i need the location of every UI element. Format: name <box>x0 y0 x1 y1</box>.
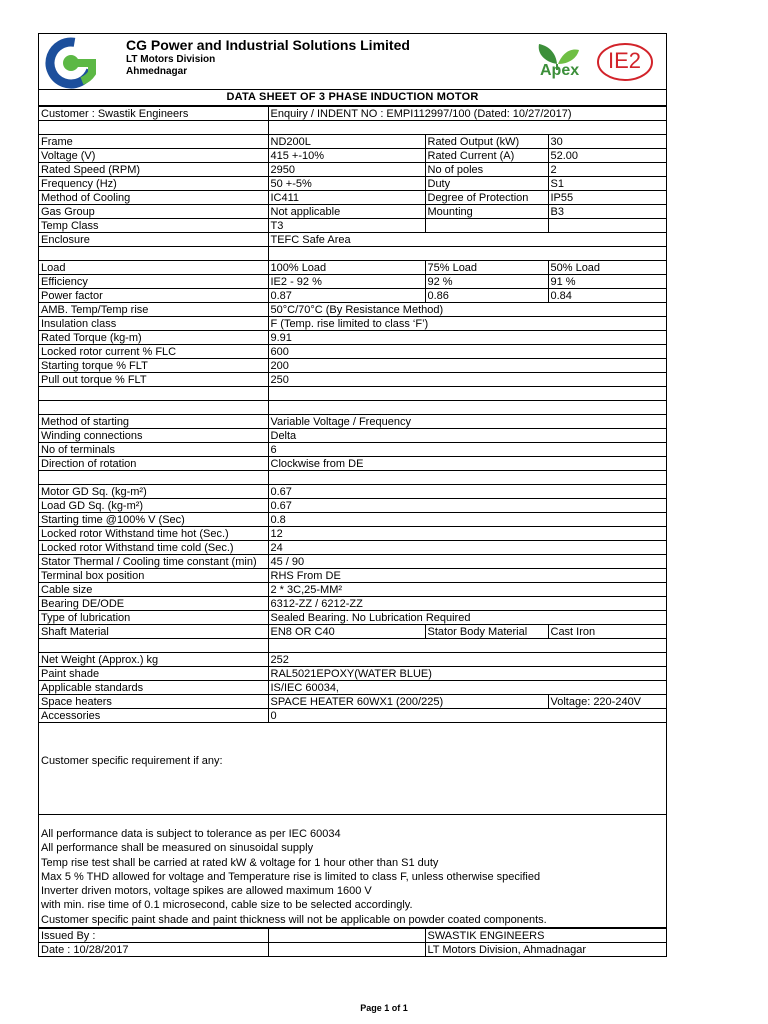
row-value-2: S1 <box>548 177 666 191</box>
issue-table <box>39 928 666 956</box>
table-row <box>39 345 666 359</box>
row-value-2: B3 <box>548 205 666 219</box>
table-row <box>39 135 666 149</box>
table-row <box>39 331 666 345</box>
row-label: Gas Group <box>39 205 268 219</box>
customer-requirement-box <box>39 722 666 814</box>
row-label: Direction of rotation <box>39 457 268 471</box>
table-row <box>39 667 666 681</box>
table-row <box>39 191 666 205</box>
row-value: SPACE HEATER 60WX1 (200/225) <box>268 695 548 709</box>
row-label: Net Weight (Approx.) kg <box>39 653 268 667</box>
table-row <box>39 275 666 289</box>
blank-row <box>39 639 666 653</box>
row-label-2: Rated Output (kW) <box>425 135 548 149</box>
row-value: 252 <box>268 653 666 667</box>
table-row <box>39 499 666 513</box>
table-row <box>39 233 666 247</box>
row-label: Power factor <box>39 289 268 303</box>
table-row <box>39 541 666 555</box>
row-label-2: Mounting <box>425 205 548 219</box>
row-label-2: Stator Body Material <box>425 625 548 639</box>
accessories-row <box>39 709 666 723</box>
ie2-badge <box>596 42 654 82</box>
row-label: Starting torque % FLT <box>39 359 268 373</box>
row-value-2: 50% Load <box>548 261 666 275</box>
cg-logo-icon <box>44 37 102 89</box>
row-label: Enclosure <box>39 233 268 247</box>
issued-by-value: SWASTIK ENGINEERS <box>425 929 666 943</box>
table-row <box>39 485 666 499</box>
row-label-2 <box>425 219 548 233</box>
table-row <box>39 681 666 695</box>
row-label: Space heaters <box>39 695 268 709</box>
company-name: CG Power and Industrial Solutions Limited <box>126 37 410 53</box>
row-value: 6312-ZZ / 6212-ZZ <box>268 597 666 611</box>
table-row <box>39 527 666 541</box>
blank-cell <box>39 387 268 401</box>
row-value-2 <box>548 219 666 233</box>
customer-requirement-label: Customer specific requirement if any: <box>41 755 223 767</box>
ie2-text: IE2 <box>608 48 642 73</box>
table-row <box>39 149 666 163</box>
row-value: Sealed Bearing. No Lubrication Required <box>268 611 666 625</box>
table-row <box>39 317 666 331</box>
note-line: with min. rise time of 0.1 microsecond, cable size to be selected accordingly. <box>41 899 413 912</box>
spec-table <box>39 106 666 722</box>
row-label: Motor GD Sq. (kg-m²) <box>39 485 268 499</box>
row-value: 250 <box>268 373 666 387</box>
row-value: 50 +-5% <box>268 177 425 191</box>
row-value: 0.87 <box>268 289 425 303</box>
row-label: Locked rotor Withstand time hot (Sec.) <box>39 527 268 541</box>
table-row <box>39 583 666 597</box>
blank-cell <box>268 471 666 485</box>
datasheet <box>38 33 667 957</box>
row-value: RAL5021EPOXY(WATER BLUE) <box>268 667 666 681</box>
apex-text: Apex <box>540 62 580 79</box>
blank-cell <box>268 639 666 653</box>
row-value: F (Temp. rise limited to class ‘F’) <box>268 317 666 331</box>
row-value-2: Voltage: 220-240V <box>548 695 666 709</box>
note-line: Temp rise test shall be carried at rated kW & voltage for 1 hour other than S1 duty <box>41 856 439 869</box>
blank-cell <box>268 247 666 261</box>
row-label: Winding connections <box>39 429 268 443</box>
row-value: 2950 <box>268 163 425 177</box>
issued-blank <box>268 929 425 943</box>
row-value: 2 * 3C,25-MM² <box>268 583 666 597</box>
table-row <box>39 513 666 527</box>
customer-row <box>39 107 666 121</box>
table-row <box>39 205 666 219</box>
page-number: Page 1 of 1 <box>360 1003 408 1013</box>
row-label-2: 92 % <box>425 275 548 289</box>
row-value: IE2 - 92 % <box>268 275 425 289</box>
blank-cell <box>268 401 666 415</box>
row-label: Insulation class <box>39 317 268 331</box>
row-label: Frequency (Hz) <box>39 177 268 191</box>
table-row <box>39 415 666 429</box>
stator-thermal-row <box>39 555 666 569</box>
table-row <box>39 653 666 667</box>
row-label-2: 75% Load <box>425 261 548 275</box>
header <box>39 34 666 90</box>
row-value: EN8 OR C40 <box>268 625 425 639</box>
row-value: 45 / 90 <box>268 555 666 569</box>
row-value: Variable Voltage / Frequency <box>268 415 666 429</box>
division-city: Ahmednagar <box>126 66 188 77</box>
row-value: Delta <box>268 429 666 443</box>
blank-cell <box>39 121 268 135</box>
blank-cell <box>268 121 666 135</box>
row-label: Paint shade <box>39 667 268 681</box>
row-value-2: 52.00 <box>548 149 666 163</box>
blank-row <box>39 471 666 485</box>
date-label: Date : 10/28/2017 <box>39 943 268 957</box>
row-label: Voltage (V) <box>39 149 268 163</box>
blank-row <box>39 121 666 135</box>
table-row <box>39 177 666 191</box>
blank-cell <box>39 639 268 653</box>
table-row <box>39 303 666 317</box>
row-label: Cable size <box>39 583 268 597</box>
blank-cell <box>268 387 666 401</box>
row-label: Frame <box>39 135 268 149</box>
row-label: Locked rotor Withstand time cold (Sec.) <box>39 541 268 555</box>
row-value-2: Cast Iron <box>548 625 666 639</box>
row-label: AMB. Temp/Temp rise <box>39 303 268 317</box>
blank-cell <box>39 247 268 261</box>
row-value: 6 <box>268 443 666 457</box>
table-row <box>39 625 666 639</box>
table-row <box>39 443 666 457</box>
row-label: Temp Class <box>39 219 268 233</box>
customer-name: Customer : Swastik Engineers <box>39 107 268 121</box>
row-value: ND200L <box>268 135 425 149</box>
row-value: 100% Load <box>268 261 425 275</box>
row-label: Shaft Material <box>39 625 268 639</box>
row-label: Locked rotor current % FLC <box>39 345 268 359</box>
row-label: Stator Thermal / Cooling time constant (min) <box>39 555 268 569</box>
note-line: All performance data is subject to tolerance as per IEC 60034 <box>41 828 341 840</box>
table-row <box>39 261 666 275</box>
table-row <box>39 219 666 233</box>
enquiry-number: Enquiry / INDENT NO : EMPI112997/100 (Dated: 10/27/2017) <box>268 107 666 121</box>
blank-row <box>39 387 666 401</box>
issued-by-label: Issued By : <box>39 929 268 943</box>
table-row <box>39 289 666 303</box>
row-label-2: Rated Current (A) <box>425 149 548 163</box>
row-value: T3 <box>268 219 425 233</box>
apex-logo <box>527 40 587 84</box>
row-label: Load GD Sq. (kg-m²) <box>39 499 268 513</box>
row-value: 200 <box>268 359 666 373</box>
table-row <box>39 611 666 625</box>
row-label-2: Duty <box>425 177 548 191</box>
row-value: 415 +-10% <box>268 149 425 163</box>
row-value: 24 <box>268 541 666 555</box>
row-value-2: 2 <box>548 163 666 177</box>
row-value: 9.91 <box>268 331 666 345</box>
note-line: All performance shall be measured on sinusoidal supply <box>41 842 314 855</box>
row-value: Clockwise from DE <box>268 457 666 471</box>
division-name: LT Motors Division <box>126 54 216 65</box>
heaters-row <box>39 695 666 709</box>
row-label: Type of lubrication <box>39 611 268 625</box>
row-value: 0.67 <box>268 499 666 513</box>
sheet-title: DATA SHEET OF 3 PHASE INDUCTION MOTOR <box>39 90 666 106</box>
date-division: LT Motors Division, Ahmadnagar <box>425 943 666 957</box>
row-label: Load <box>39 261 268 275</box>
table-row <box>39 359 666 373</box>
row-label-2: Degree of Protection <box>425 191 548 205</box>
row-value: RHS From DE <box>268 569 666 583</box>
row-value: IS/IEC 60034, <box>268 681 666 695</box>
row-label: Rated Torque (kg-m) <box>39 331 268 345</box>
table-row <box>39 429 666 443</box>
row-value: TEFC Safe Area <box>268 233 666 247</box>
date-row <box>39 943 666 957</box>
row-value: IC411 <box>268 191 425 205</box>
row-value-2: 91 % <box>548 275 666 289</box>
row-value: 50°C/70°C (By Resistance Method) <box>268 303 666 317</box>
notes <box>39 814 666 928</box>
row-label-2: 0.86 <box>425 289 548 303</box>
blank-cell <box>39 401 268 415</box>
row-label: Starting time @100% V (Sec) <box>39 513 268 527</box>
row-value: 0.67 <box>268 485 666 499</box>
row-label: Applicable standards <box>39 681 268 695</box>
blank-row <box>39 401 666 415</box>
blank-row <box>39 247 666 261</box>
table-row <box>39 163 666 177</box>
row-value-2: 0.84 <box>548 289 666 303</box>
blank-cell <box>39 471 268 485</box>
note-line: Customer specific paint shade and paint thickness will not be applicable on powder coated components. <box>41 913 547 926</box>
row-label: No of terminals <box>39 443 268 457</box>
issued-row <box>39 929 666 943</box>
note-line: Max 5 % THD allowed for voltage and Temperature rise is limited to class F, unless otherwise specified <box>41 870 541 883</box>
table-row <box>39 597 666 611</box>
row-value-2: IP55 <box>548 191 666 205</box>
row-value: 0 <box>268 709 666 723</box>
row-label: Method of starting <box>39 415 268 429</box>
row-label: Method of Cooling <box>39 191 268 205</box>
table-row <box>39 457 666 471</box>
table-row <box>39 373 666 387</box>
row-label: Bearing DE/ODE <box>39 597 268 611</box>
row-value: 600 <box>268 345 666 359</box>
row-label-2: No of poles <box>425 163 548 177</box>
row-label: Rated Speed (RPM) <box>39 163 268 177</box>
row-label: Pull out torque % FLT <box>39 373 268 387</box>
row-label: Efficiency <box>39 275 268 289</box>
row-value: 12 <box>268 527 666 541</box>
row-label: Accessories <box>39 709 268 723</box>
row-label: Terminal box position <box>39 569 268 583</box>
row-value-2: 30 <box>548 135 666 149</box>
table-row <box>39 569 666 583</box>
row-value: Not applicable <box>268 205 425 219</box>
note-line: Inverter driven motors, voltage spikes are allowed maximum 1600 V <box>41 885 372 898</box>
row-value: 0.8 <box>268 513 666 527</box>
date-blank <box>268 943 425 957</box>
